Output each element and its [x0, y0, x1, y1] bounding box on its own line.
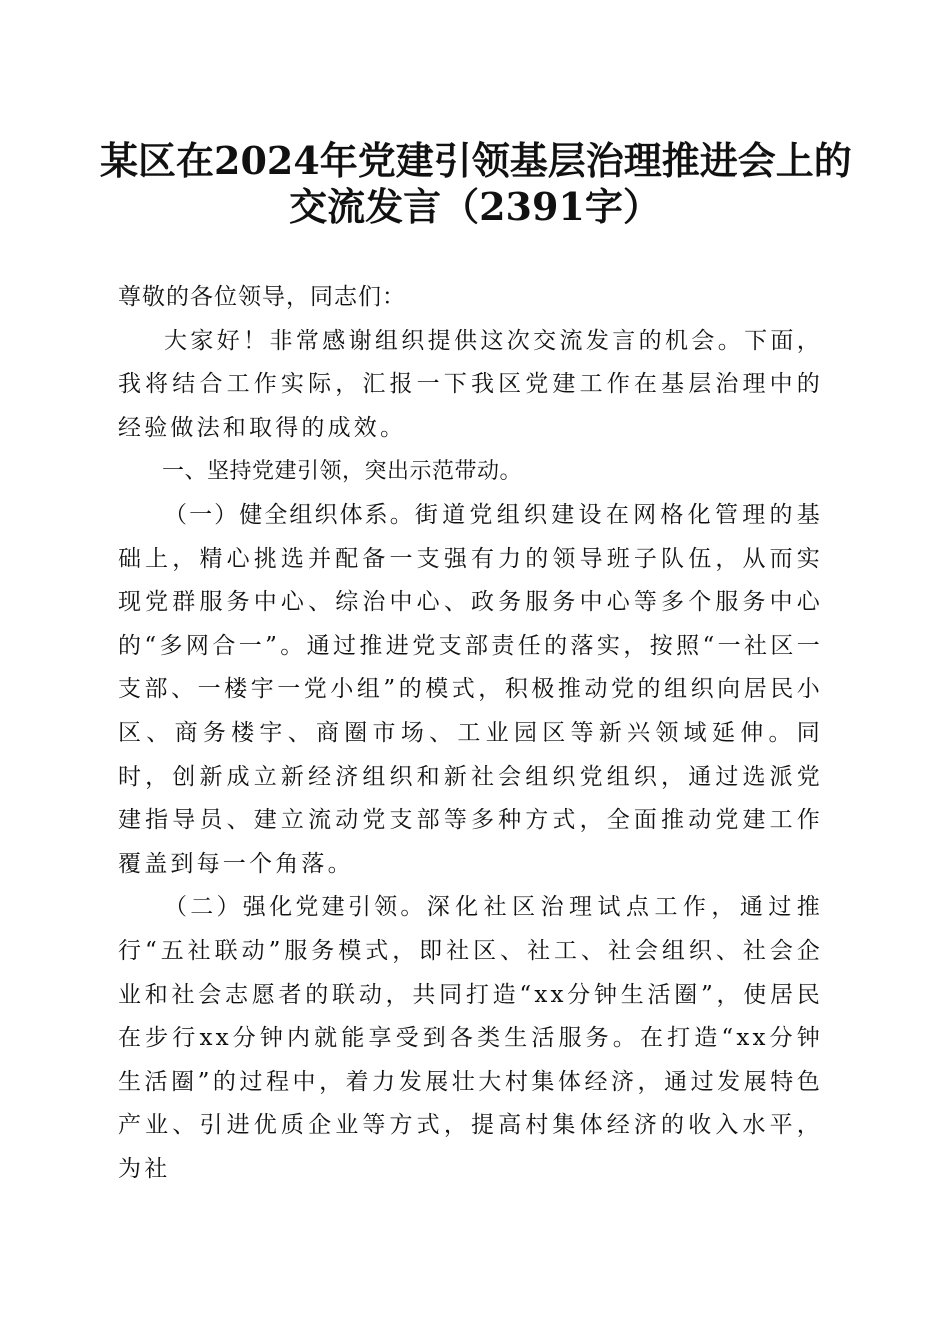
title-line-1: 某区在2024年党建引领基层治理推进会上的: [100, 138, 852, 183]
title-line-2: 交流发言（2391字）: [289, 184, 661, 229]
subsection-1-body: 街道党组织建设在网格化管理的基础上，精心挑选并配备一支强有力的领导班子队伍，从而实现党群服务中心、综治中心、政务服务中心等多个服务中心的“多网合一”。通过推进党支部责任的落实，按照“一社区一支部、一楼宇一党小组”的模式，积极推动党的组织向居民小区、商务楼宇、商圈市场、工业园区等新兴领域延伸。同时，创新成立新经济组织和新社会组织党组织，通过选派党建指导员、建立流动党支部等多种方式，全面推动党建工作覆盖到每一个角落。: [118, 501, 824, 877]
subsection-1-paragraph: [118, 494, 823, 886]
subsection-2-body: 深化社区治理试点工作，通过推行“五社联动”服务模式，即社区、社工、社会组织、社会企业和社会志愿者的联动，共同打造“xx分钟生活圈”，使居民在步行xx分钟内就能享受到各类生活服务。在打造“xx分钟生活圈”的过程中，着力发展壮大村集体经济，通过发展特色产业、引进优质企业等方式，提高村集体经济的收入水平，为社: [118, 894, 824, 1182]
document-body: [118, 276, 823, 1191]
section-heading-1: 一、坚持党建引领，突出示范带动。: [162, 459, 523, 485]
opening-paragraph: 大家好！非常感谢组织提供这次交流发言的机会。下面，我将结合工作实际，汇报一下我区党建工作在基层治理中的经验做法和取得的成效。: [118, 327, 823, 441]
document-title: [100, 138, 850, 230]
subsection-2-paragraph: [118, 886, 823, 1191]
subsection-1-lead: （一）健全组织体系。: [164, 501, 415, 528]
subsection-2-lead: （二）强化党建引领。: [164, 894, 427, 921]
salutation: 尊敬的各位领导，同志们：: [118, 284, 406, 310]
